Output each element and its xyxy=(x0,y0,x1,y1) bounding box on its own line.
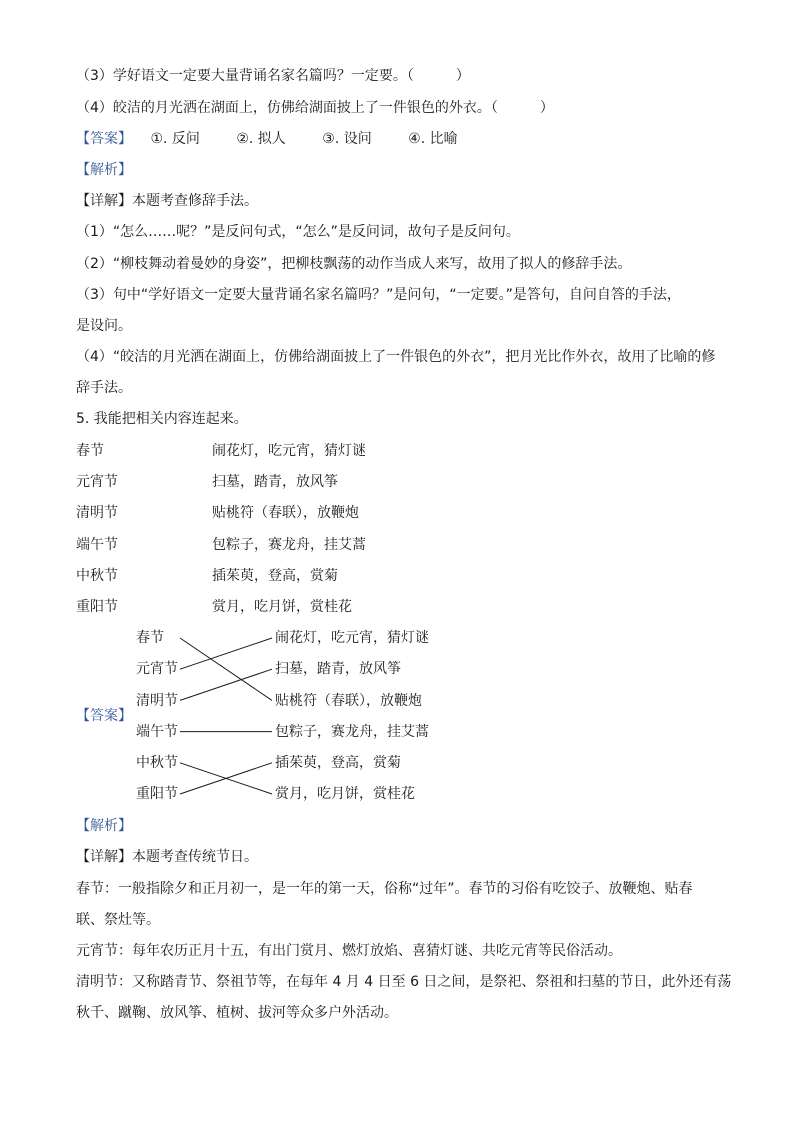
answer-2: ②. 拟人 xyxy=(236,131,286,147)
analysis-tag: 【解析】 xyxy=(76,162,132,178)
q4-exp4b: 辞手法。 xyxy=(76,380,132,396)
match-festival: 中秋节 xyxy=(136,755,178,771)
q5-p1a: 春节：一般指除夕和正月初一，是一年的第一天，俗称“过年”。春节的习俗有吃饺子、放鞭炮、贴春 xyxy=(76,881,693,897)
q4-item3: （3）学好语文一定要大量背诵名家名篇吗？一定要。（ ） xyxy=(76,68,470,84)
q4-item4: （4）皎洁的月光洒在湖面上，仿佛给湖面披上了一件银色的外衣。（ ） xyxy=(76,100,554,116)
q5-p3b: 秋千、蹴鞠、放风筝、植树、拔河等众多户外活动。 xyxy=(76,1005,398,1021)
match-custom: 包粽子，赛龙舟，挂艾蒿 xyxy=(275,724,429,740)
q4-detail: 【详解】本题考查修辞手法。 xyxy=(76,193,258,209)
q5-p3a: 清明节：又称踏青节、祭祖节等，在每年 4 月 4 日至 6 日之间，是祭祀、祭祖和扫墓的节日，此外还有荡 xyxy=(76,974,732,990)
festival-item: 端午节 xyxy=(76,537,118,553)
q4-exp3b: 是设问。 xyxy=(76,318,132,334)
q5-detail: 【详解】本题考查传统节日。 xyxy=(76,849,258,865)
match-custom: 贴桃符（春联），放鞭炮 xyxy=(275,693,422,709)
festival-item: 中秋节 xyxy=(76,568,118,584)
q5-p2: 元宵节：每年农历正月十五，有出门赏月、燃灯放焰、喜猜灯谜、共吃元宵等民俗活动。 xyxy=(76,943,622,959)
custom-item: 包粽子，赛龙舟，挂艾蒿 xyxy=(212,537,366,553)
q5-answer-tag: 【答案】 xyxy=(76,708,132,724)
custom-item: 扫墓，踏青，放风筝 xyxy=(212,474,338,490)
custom-item: 贴桃符（春联），放鞭炮 xyxy=(212,505,359,521)
festival-item: 元宵节 xyxy=(76,474,118,490)
answer-4: ④. 比喻 xyxy=(408,131,458,147)
festival-item: 重阳节 xyxy=(76,599,118,615)
match-custom: 插茱萸，登高，赏菊 xyxy=(275,755,401,771)
festival-item: 清明节 xyxy=(76,505,118,521)
match-custom: 闹花灯，吃元宵，猜灯谜 xyxy=(275,630,429,646)
match-connector xyxy=(180,638,272,700)
q4-exp2: （2）“柳枝舞动着曼妙的身姿”，把柳枝飘荡的动作当成人来写，故用了拟人的修辞手法。 xyxy=(76,256,632,272)
festival-item: 春节 xyxy=(76,443,104,459)
answer-1: ①. 反问 xyxy=(150,131,200,147)
custom-item: 赏月，吃月饼，赏桂花 xyxy=(212,599,352,615)
q5-analysis-tag: 【解析】 xyxy=(76,818,132,834)
answer-3: ③. 设问 xyxy=(322,131,372,147)
match-custom: 赏月，吃月饼，赏桂花 xyxy=(275,786,415,802)
q4-exp4a: （4）“皎洁的月光洒在湖面上，仿佛给湖面披上了一件银色的外衣”，把月光比作外衣，故用了比喻的修 xyxy=(76,349,716,365)
match-festival: 重阳节 xyxy=(136,786,178,802)
match-custom: 扫墓，踏青，放风筝 xyxy=(275,661,401,677)
match-festival: 清明节 xyxy=(136,693,178,709)
custom-item: 闹花灯，吃元宵，猜灯谜 xyxy=(212,443,366,459)
q4-exp3a: （3）句中“学好语文一定要大量背诵名家名篇吗？”是问句，“一定要。”是答句，自问自答的手法， xyxy=(76,287,681,303)
answer-tag: 【答案】 xyxy=(76,131,132,147)
q4-exp1: （1）“怎么……呢？”是反问句式，“怎么”是反问词，故句子是反问句。 xyxy=(76,224,520,240)
match-festival: 端午节 xyxy=(136,724,178,740)
q5-title: 5. 我能把相关内容连起来。 xyxy=(76,411,248,427)
match-connector xyxy=(180,638,272,669)
match-festival: 春节 xyxy=(136,630,164,646)
match-connector xyxy=(180,669,272,700)
custom-item: 插茱萸，登高，赏菊 xyxy=(212,568,338,584)
q5-p1b: 联、祭灶等。 xyxy=(76,912,160,928)
match-festival: 元宵节 xyxy=(136,661,178,677)
